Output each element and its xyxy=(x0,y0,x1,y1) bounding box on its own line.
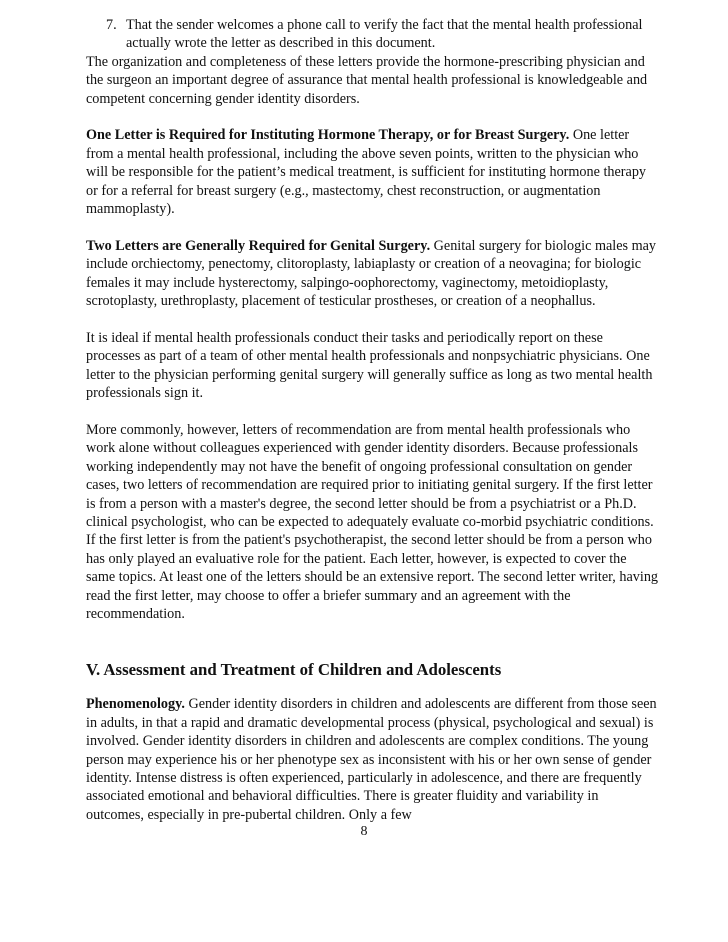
section-v-heading: V. Assessment and Treatment of Children and Adolescents xyxy=(86,660,502,680)
two-letters-body: Genital surgery for biologic males may include orchiectomy, penectomy, clitoroplasty, labiaplasty or creation of a neovagina; for biologic females it may include hysterectomy, salpingo-oophorectomy, vaginectomy, metoidioplasty, scrotoplasty, urethroplasty, placement of testicular prostheses, or creation of a neophallus. xyxy=(86,237,657,310)
page-number: 8 xyxy=(360,824,368,839)
two-letters-heading: Two Letters are Generally Required for Genital Surgery. xyxy=(86,237,431,254)
list-number: 7. xyxy=(106,17,117,33)
paragraph-intro: The organization and completeness of these letters provide the hormone-prescribing physician and the surgeon an important degree of assurance that mental health professional is knowledgeable and competent concerning gender identity disorders. xyxy=(86,53,648,107)
phenomenology-body: Gender identity disorders in children and adolescents are different from those seen in adults, in that a rapid and dramatic developmental process (physical, psychological and sexual) is involved. Gender identity disorders in children and adolescents are complex conditions. The young person may experience his or her phenotype sex as inconsistent with his or her own sense of gender identity. Intense distress is often experienced, particularly in adolescence, and there are frequently associated emotional and behavioral difficulties. There is greater fluidity and variability in outcomes, especially in pre-pubertal children. Only a few xyxy=(86,696,657,823)
paragraph-two-letters xyxy=(86,237,658,311)
paragraph-more-commonly: More commonly, however, letters of recommendation are from mental health professionals who work alone without colleagues experienced with gender identity disorders. Because professionals working independently may not have the benefit of ongoing professional consultation on gender cases, two letters of recommendation are required prior to initiating genital surgery. If the first letter is from a person with a master's degree, the second letter should be from a psychiatrist or a Ph.D. clinical psychologist, who can be expected to adequately evaluate co-morbid psychiatric conditions. If the first letter is from the patient's psychotherapist, the second letter should be from a person who has only played an evaluative role for the patient. Each letter, however, is expected to cover the same topics. At least one of the letters should be an extensive report. The second letter writer, having read the first letter, may choose to offer a briefer summary and an agreement with the recommendation. xyxy=(86,421,659,622)
list-text: That the sender welcomes a phone call to verify the fact that the mental health professional actually wrote the letter as described in this document. xyxy=(126,17,643,52)
paragraph-ideal: It is ideal if mental health professionals conduct their tasks and periodically report on these processes as part of a team of other mental health professionals and nonpsychiatric physicians. One letter to the physician performing genital surgery will generally suffice as long as two mental health professionals sign it. xyxy=(86,329,653,402)
list-item-7 xyxy=(86,16,658,53)
phenomenology-heading: Phenomenology. xyxy=(86,696,185,713)
paragraph-phenomenology xyxy=(86,695,658,824)
page-body xyxy=(86,16,658,824)
one-letter-heading: One Letter is Required for Instituting Hormone Therapy, or for Breast Surgery. xyxy=(86,127,570,144)
one-letter-body: One letter from a mental health professional, including the above seven points, written to the physician who will be responsible for the patient’s medical treatment, is sufficient for instituting hormone therapy or for a referral for breast surgery (e.g., mastectomy, chest reconstruction, or augmentation mammoplasty). xyxy=(86,127,647,218)
paragraph-one-letter xyxy=(86,126,658,218)
